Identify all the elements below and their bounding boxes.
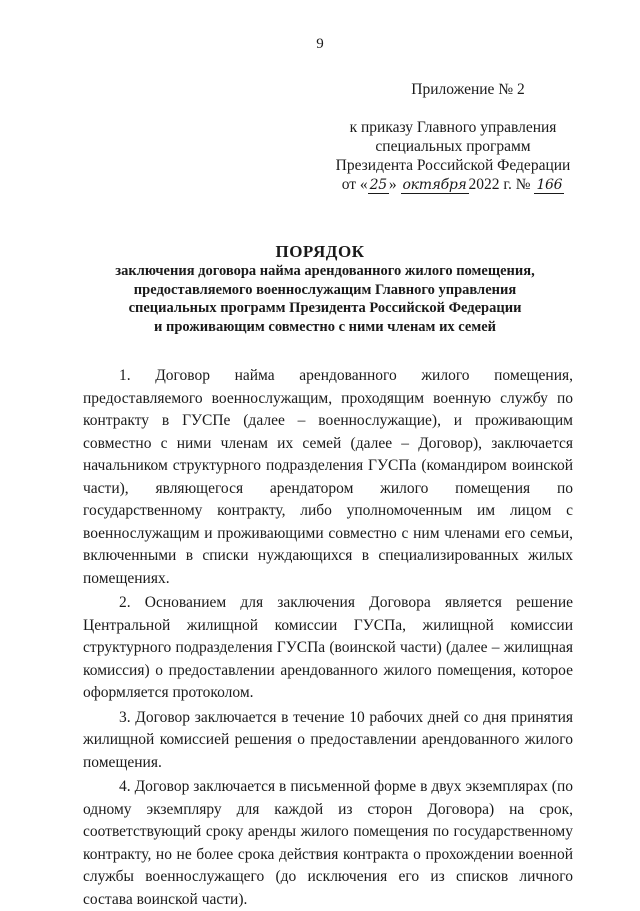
document-subtitle xyxy=(90,262,560,336)
date-prefix: от « xyxy=(341,176,368,193)
handwritten-day: 25 xyxy=(369,177,387,193)
paragraph-4: 4. Договор заключается в письменной форме в двух экземплярах (по одному экземпляру для каждой из сторон Договора) на срок, соответствующий сроку аренды жилого помещения по государственному контракту, но не более срока действия контракта о прохождении военной службы военнослужащего (до исключения его из списков личного состава воинской части). xyxy=(83,778,573,908)
paragraph-3: 3. Договор заключается в течение 10 рабочих дней со дня принятия жилищной комиссией решения о предоставлении арендованного жилого помещения. xyxy=(83,708,573,771)
subtitle-line: специальных программ Президента Российской Федерации xyxy=(128,300,522,316)
page-number: 9 xyxy=(316,36,324,52)
date-year: 2022 г. № xyxy=(468,176,535,193)
appendix-order-line: к приказу Главного управления xyxy=(349,119,557,136)
document-title: ПОРЯДОК xyxy=(275,242,365,261)
appendix-title: Приложение № 2 xyxy=(411,81,525,98)
handwritten-number: 166 xyxy=(536,177,563,193)
paragraph-1: 1. Договор найма арендованного жилого помещения, предоставляемого военнослужащим, проходящим военную службу по контракту в ГУСПе (далее – военнослужащие), и проживающим совместно с ними членам их семей (далее – Договор), заключается начальником структурного подразделения ГУСПа (командиром воинской части), являющегося арендатором жилого помещения по государственному контракту, либо уполномоченным им лицом с военнослужащим и проживающими совместно с ним членами его семьи, включенными в списки нуждающихся в специализированных жилых помещениях. xyxy=(83,367,573,587)
document-body xyxy=(83,365,573,911)
paragraph-2: 2. Основанием для заключения Договора является решение Центральной жилищной комиссии ГУСПа, жилищной комиссии структурного подразделения ГУСПа (воинской части) (далее – жилищная комиссия) о предоставлении арендованного жилого помещения, которое оформляется протоколом. xyxy=(83,594,573,701)
appendix-header xyxy=(318,80,588,195)
date-mid: » xyxy=(388,176,401,193)
subtitle-line: и проживающим совместно с ними членам их семей xyxy=(153,318,497,335)
appendix-date-line xyxy=(318,175,588,195)
appendix-president-line: Президента Российской Федерации xyxy=(335,157,571,174)
appendix-program-line: специальных программ xyxy=(375,138,531,155)
subtitle-line: заключения договора найма арендованного жилого помещения, xyxy=(115,263,535,279)
handwritten-month: октября xyxy=(402,177,467,193)
subtitle-line: предоставляемого военнослужащим Главного управления xyxy=(133,281,517,298)
